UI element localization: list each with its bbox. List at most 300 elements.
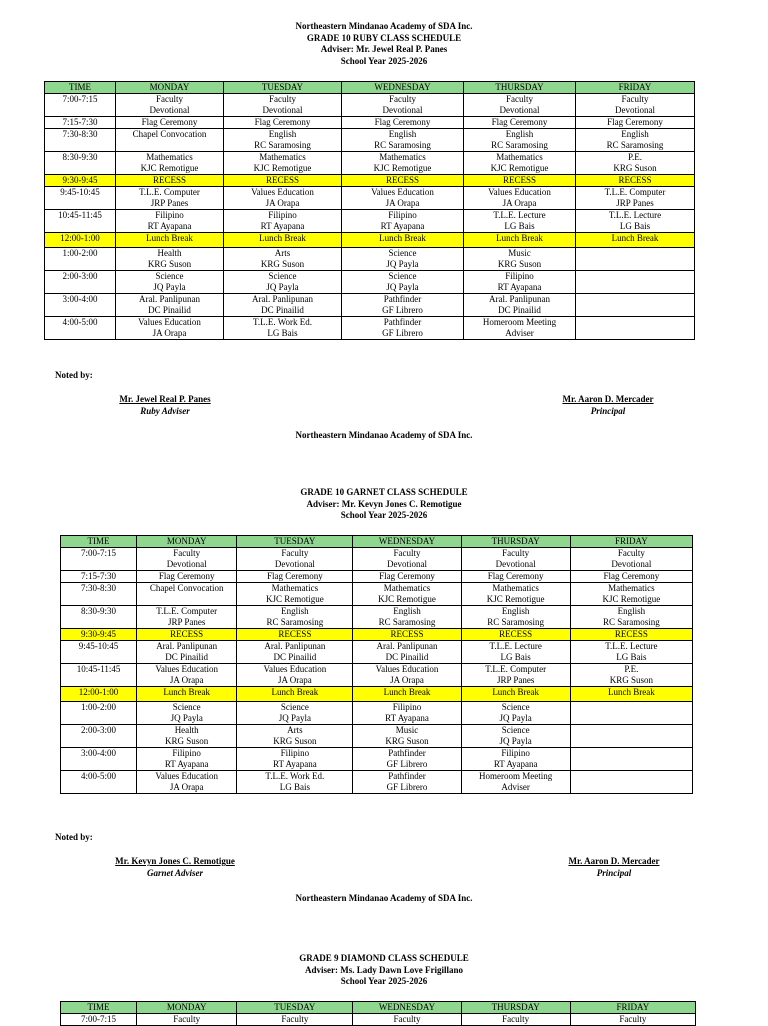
class-cell — [570, 725, 692, 748]
table-header-row — [61, 536, 693, 548]
cell-line-primary: English — [617, 606, 646, 616]
class-cell — [576, 210, 695, 233]
cell-line-primary: RECESS — [614, 629, 648, 639]
cell-line-primary: Values Education — [155, 771, 219, 781]
cell-line-primary: Science — [172, 702, 201, 712]
time-cell — [61, 687, 137, 702]
cell-line-primary: T.L.E. Lecture — [608, 210, 662, 220]
class-cell — [116, 129, 224, 152]
cell-line-secondary: RT Ayapana — [380, 221, 425, 231]
cell-line-secondary: JA Orapa — [265, 198, 300, 208]
cell-line-primary: RECESS — [499, 629, 533, 639]
cell-line-secondary: JQ Payla — [499, 736, 532, 746]
cell-line-primary: Science — [388, 248, 417, 258]
cell-line-secondary: KJC Remotigue — [265, 594, 324, 604]
cell-line-primary: T.L.E. Work Ed. — [265, 771, 325, 781]
class-cell — [461, 641, 570, 664]
cell-line-primary: Mathematics — [146, 152, 193, 162]
class-cell — [353, 548, 461, 571]
column-header: TUESDAY — [237, 536, 353, 548]
class-cell — [576, 317, 695, 340]
diamond-schedule-table — [60, 1001, 696, 1026]
cell-line-primary: Aral. Panlipunan — [156, 641, 218, 651]
cell-line-secondary: KJC Remotigue — [253, 163, 312, 173]
time-cell — [45, 271, 116, 294]
cell-line-primary: 2:00-3:00 — [81, 725, 117, 735]
class-cell — [224, 294, 342, 317]
class-cell — [237, 771, 353, 794]
cell-line-primary: 1:00-2:00 — [81, 702, 117, 712]
class-cell — [461, 771, 570, 794]
cell-line-primary: 9:30-9:45 — [81, 629, 117, 639]
cell-line-secondary: JQ Payla — [278, 713, 311, 723]
class-cell — [224, 317, 342, 340]
class-cell — [137, 687, 237, 702]
class-cell — [353, 702, 461, 725]
cell-line-secondary: JQ Payla — [499, 713, 532, 723]
cell-line-primary: Values Education — [371, 187, 434, 197]
cell-line-primary: 3:00-4:00 — [81, 748, 117, 758]
cell-line-secondary: RT Ayapana — [164, 759, 209, 769]
class-cell — [464, 175, 576, 187]
cell-line-primary: RECESS — [265, 175, 299, 185]
cell-line-secondary: GF Librero — [386, 782, 428, 792]
column-header: FRIDAY — [570, 536, 692, 548]
school-name: Northeastern Mindanao Academy of SDA Inc. — [295, 21, 473, 31]
diamond-header — [0, 953, 768, 988]
class-cell — [237, 725, 353, 748]
cell-line-primary: Homeroom Meeting — [479, 771, 553, 781]
class-cell — [576, 175, 695, 187]
time-cell — [45, 317, 116, 340]
cell-line-secondary: JA Orapa — [169, 675, 204, 685]
cell-line-primary: Faculty — [506, 94, 533, 104]
time-cell — [45, 187, 116, 210]
garnet-header — [0, 487, 768, 522]
cell-line-primary: Faculty — [156, 94, 183, 104]
cell-line-primary: 7:15-7:30 — [81, 571, 117, 581]
cell-line-primary: 8:30-9:30 — [62, 152, 98, 162]
time-cell — [61, 725, 137, 748]
cell-line-secondary: LG Bais — [619, 221, 651, 231]
class-cell — [342, 94, 464, 117]
cell-line-primary: T.L.E. Computer — [156, 606, 218, 616]
time-cell — [45, 294, 116, 317]
table-row — [45, 187, 695, 210]
column-header: FRIDAY — [570, 1002, 695, 1014]
cell-line-primary: Flag Ceremony — [158, 571, 215, 581]
cell-line-secondary: LG Bais — [504, 221, 535, 231]
table-row — [45, 152, 695, 175]
class-cell — [137, 583, 237, 606]
table-row — [61, 687, 693, 702]
class-cell — [464, 210, 576, 233]
cell-line-secondary: Devotional — [149, 105, 190, 115]
cell-line-primary: Music — [395, 725, 419, 735]
column-header: TUESDAY — [224, 82, 342, 94]
cell-line-secondary: Devotional — [615, 105, 655, 115]
cell-line-primary: Music — [508, 248, 531, 258]
class-cell — [576, 248, 695, 271]
class-cell — [570, 548, 692, 571]
class-cell — [342, 271, 464, 294]
cell-line-secondary: Devotional — [262, 105, 303, 115]
cell-line-primary: T.L.E. Computer — [485, 664, 547, 674]
cell-line-secondary: RC Saramosing — [378, 617, 436, 627]
cell-line-primary: Filipino — [172, 748, 201, 758]
cell-line-primary: Filipino — [388, 210, 417, 220]
time-cell — [45, 129, 116, 152]
class-cell — [570, 641, 692, 664]
cell-line-primary: Faculty — [281, 548, 309, 558]
cell-line-primary: Faculty — [393, 1014, 421, 1024]
cell-line-primary: Homeroom Meeting — [482, 317, 557, 327]
table-row — [45, 94, 695, 117]
cell-line-secondary: JA Orapa — [277, 675, 312, 685]
table-row — [61, 725, 693, 748]
cell-line-primary: Faculty — [619, 1014, 647, 1024]
cell-line-secondary: Devotional — [387, 559, 428, 569]
class-cell — [137, 548, 237, 571]
cell-line-secondary: JQ Payla — [386, 259, 419, 269]
class-cell — [464, 129, 576, 152]
column-header: WEDNESDAY — [353, 1002, 461, 1014]
signatory-name: Mr. Aaron D. Mercader — [562, 394, 654, 404]
class-cell — [353, 725, 461, 748]
cell-line-primary: English — [505, 129, 534, 139]
class-cell — [461, 583, 570, 606]
class-cell — [342, 294, 464, 317]
signatory-principal — [530, 856, 698, 879]
adviser-line: Adviser: Ms. Lady Dawn Love Frigillano — [304, 964, 463, 975]
class-cell — [342, 129, 464, 152]
time-cell — [61, 664, 137, 687]
cell-line-primary: 12:00-1:00 — [60, 233, 100, 243]
time-cell — [45, 233, 116, 248]
cell-line-secondary: Devotional — [499, 105, 540, 115]
class-cell — [576, 117, 695, 129]
class-cell — [116, 152, 224, 175]
class-cell — [116, 210, 224, 233]
column-header: THURSDAY — [464, 82, 576, 94]
table-row — [61, 629, 693, 641]
cell-line-primary: English — [388, 129, 417, 139]
class-cell — [464, 117, 576, 129]
signatory-role: Ruby Adviser — [140, 405, 190, 416]
cell-line-primary: P.E. — [627, 152, 642, 162]
class-cell — [237, 629, 353, 641]
cell-line-primary: English — [501, 606, 530, 616]
ruby-header — [0, 21, 768, 67]
table-row — [61, 548, 693, 571]
class-cell — [353, 606, 461, 629]
cell-line-secondary: RC Saramosing — [606, 140, 664, 150]
table-row — [45, 117, 695, 129]
cell-line-secondary: Devotional — [382, 105, 423, 115]
ruby-schedule-table — [44, 81, 695, 340]
signatory-name: Mr. Aaron D. Mercader — [568, 856, 660, 866]
cell-line-secondary: RC Saramosing — [254, 140, 311, 150]
class-cell — [570, 664, 692, 687]
class-cell — [464, 94, 576, 117]
time-cell — [61, 571, 137, 583]
class-cell — [224, 175, 342, 187]
cell-line-secondary: RC Saramosing — [491, 140, 548, 150]
class-cell — [137, 748, 237, 771]
cell-line-primary: T.L.E. Lecture — [605, 641, 658, 651]
column-header: WEDNESDAY — [342, 82, 464, 94]
school-year: School Year 2025-2026 — [340, 55, 428, 66]
cell-line-primary: Filipino — [280, 748, 310, 758]
class-cell — [224, 233, 342, 248]
cell-line-primary: Faculty — [502, 548, 530, 558]
column-header: FRIDAY — [576, 82, 695, 94]
noted-by: Noted by: — [55, 370, 93, 380]
class-cell — [137, 629, 237, 641]
class-cell — [137, 664, 237, 687]
cell-line-primary: T.L.E. Work Ed. — [253, 317, 312, 327]
class-cell — [237, 664, 353, 687]
cell-line-primary: Filipino — [392, 702, 422, 712]
cell-line-primary: Faculty — [393, 548, 421, 558]
class-cell — [576, 233, 695, 248]
class-cell — [461, 687, 570, 702]
time-cell — [45, 152, 116, 175]
column-header: THURSDAY — [461, 536, 570, 548]
cell-line-primary: Values Education — [488, 187, 551, 197]
class-cell — [464, 271, 576, 294]
cell-line-primary: Lunch Break — [271, 687, 319, 697]
signatory-adviser — [85, 394, 245, 417]
class-cell — [237, 702, 353, 725]
cell-line-primary: 7:30-8:30 — [81, 583, 117, 593]
class-cell — [464, 317, 576, 340]
cell-line-secondary: KJC Remotigue — [602, 594, 661, 604]
cell-line-secondary: KRG Suson — [147, 259, 192, 269]
table-row — [45, 294, 695, 317]
table-row — [45, 248, 695, 271]
class-cell — [237, 583, 353, 606]
column-header: TIME — [45, 82, 116, 94]
class-cell — [237, 548, 353, 571]
cell-line-secondary: LG Bais — [616, 652, 647, 662]
cell-line-secondary: Devotional — [274, 559, 315, 569]
cell-line-primary: Aral. Panlipunan — [139, 294, 200, 304]
class-cell — [237, 687, 353, 702]
cell-line-primary: Faculty — [389, 94, 416, 104]
cell-line-primary: Lunch Break — [163, 687, 211, 697]
cell-line-secondary: JA Orapa — [152, 328, 187, 338]
class-cell — [353, 571, 461, 583]
noted-by: Noted by: — [55, 832, 93, 842]
cell-line-secondary: RT Ayapana — [497, 282, 542, 292]
class-cell — [464, 152, 576, 175]
time-cell — [61, 548, 137, 571]
cell-line-primary: Flag Ceremony — [487, 571, 544, 581]
cell-line-secondary: JRP Panes — [167, 617, 206, 627]
cell-line-primary: Lunch Break — [611, 233, 659, 243]
cell-line-primary: Science — [268, 271, 297, 281]
cell-line-primary: Filipino — [155, 210, 184, 220]
class-cell — [464, 233, 576, 248]
class-cell — [461, 629, 570, 641]
cell-line-primary: Values Education — [263, 664, 327, 674]
cell-line-secondary: Devotional — [611, 559, 652, 569]
class-cell — [116, 294, 224, 317]
cell-line-primary: 10:45-11:45 — [76, 664, 121, 674]
cell-line-secondary: KJC Remotigue — [378, 594, 436, 604]
cell-line-secondary: DC Pinailid — [165, 652, 209, 662]
cell-line-primary: Aral. Panlipunan — [264, 641, 326, 651]
cell-line-secondary: JA Orapa — [390, 675, 424, 685]
cell-line-primary: Lunch Break — [492, 687, 540, 697]
cell-line-secondary: RT Ayapana — [260, 221, 305, 231]
cell-line-secondary: RT Ayapana — [493, 759, 538, 769]
class-cell — [137, 771, 237, 794]
cell-line-secondary: KJC Remotigue — [373, 163, 432, 173]
class-cell — [576, 94, 695, 117]
cell-line-primary: Science — [501, 702, 530, 712]
cell-line-secondary: DC Pinailid — [148, 305, 191, 315]
cell-line-primary: Health — [157, 248, 182, 258]
class-cell — [224, 152, 342, 175]
time-cell — [45, 210, 116, 233]
cell-line-primary: Chapel Convocation — [149, 583, 224, 593]
cell-line-secondary: RT Ayapana — [272, 759, 317, 769]
class-cell — [224, 248, 342, 271]
column-header: MONDAY — [137, 536, 237, 548]
cell-line-primary: Flag Ceremony — [254, 117, 311, 127]
cell-line-primary: Values Education — [138, 317, 201, 327]
cell-line-primary: RECESS — [385, 175, 419, 185]
class-cell — [224, 271, 342, 294]
cell-line-secondary: KRG Suson — [165, 736, 209, 746]
cell-line-primary: 3:00-4:00 — [62, 294, 98, 304]
class-cell — [116, 175, 224, 187]
cell-line-primary: English — [268, 129, 297, 139]
cell-line-primary: Mathematics — [492, 583, 539, 593]
cell-line-primary: Flag Ceremony — [607, 117, 663, 127]
cell-line-secondary: DC Pinailid — [498, 305, 541, 315]
cell-line-primary: 7:30-8:30 — [62, 129, 98, 139]
schedule-title: GRADE 10 RUBY CLASS SCHEDULE — [306, 32, 462, 43]
cell-line-secondary: KRG Suson — [497, 259, 542, 269]
cell-line-primary: Mathematics — [383, 583, 431, 593]
signatory-role: Principal — [590, 405, 626, 416]
class-cell — [116, 94, 224, 117]
cell-line-primary: Mathematics — [271, 583, 319, 593]
column-header: MONDAY — [137, 1002, 237, 1014]
class-cell — [464, 248, 576, 271]
class-cell — [570, 702, 692, 725]
class-cell — [137, 606, 237, 629]
class-cell — [464, 187, 576, 210]
class-cell — [353, 583, 461, 606]
cell-line-secondary: KRG Suson — [260, 259, 305, 269]
table-row — [61, 702, 693, 725]
cell-line-primary: Values Education — [155, 664, 219, 674]
cell-line-primary: English — [393, 606, 421, 616]
class-cell — [342, 210, 464, 233]
class-cell — [116, 117, 224, 129]
class-cell — [576, 271, 695, 294]
class-cell — [116, 187, 224, 210]
signatory-adviser — [90, 856, 260, 879]
time-cell — [45, 94, 116, 117]
class-cell — [137, 571, 237, 583]
cell-line-secondary: RC Saramosing — [266, 617, 324, 627]
cell-line-primary: Aral. Panlipunan — [489, 294, 550, 304]
cell-line-primary: Lunch Break — [608, 687, 655, 697]
cell-line-primary: T.L.E. Lecture — [493, 210, 546, 220]
time-cell — [61, 583, 137, 606]
class-cell — [461, 548, 570, 571]
table-row — [45, 210, 695, 233]
cell-line-primary: 9:45-10:45 — [60, 187, 100, 197]
garnet-schedule-table — [60, 535, 693, 794]
cell-line-secondary: GF Librero — [382, 305, 423, 315]
class-cell — [461, 702, 570, 725]
garnet-school-name: Northeastern Mindanao Academy of SDA Inc. — [295, 430, 473, 440]
class-cell — [342, 175, 464, 187]
class-cell — [570, 771, 692, 794]
schedule-title: GRADE 9 DIAMOND CLASS SCHEDULE — [299, 953, 469, 963]
cell-line-primary: Flag Ceremony — [603, 571, 660, 581]
class-cell — [570, 629, 692, 641]
cell-line-primary: Chapel Convocation — [132, 129, 207, 139]
cell-line-primary: Flag Ceremony — [141, 117, 198, 127]
cell-line-primary: Lunch Break — [383, 687, 431, 697]
cell-line-secondary: JRP Panes — [496, 675, 535, 685]
schedule-title: GRADE 10 GARNET CLASS SCHEDULE — [300, 487, 468, 497]
class-cell — [116, 233, 224, 248]
cell-line-secondary: JRP Panes — [150, 198, 189, 208]
class-cell — [342, 152, 464, 175]
cell-line-secondary: KJC Remotigue — [140, 163, 199, 173]
table-row — [45, 317, 695, 340]
cell-line-primary: Flag Ceremony — [491, 117, 548, 127]
cell-line-primary: Filipino — [501, 748, 530, 758]
cell-line-primary: Pathfinder — [388, 748, 426, 758]
table-row — [45, 175, 695, 187]
class-cell — [116, 271, 224, 294]
cell-line-primary: 2:00-3:00 — [62, 271, 98, 281]
cell-line-primary: Lunch Break — [146, 233, 193, 243]
class-cell — [224, 117, 342, 129]
cell-line-secondary: LG Bais — [500, 652, 531, 662]
cell-line-secondary: RT Ayapana — [147, 221, 192, 231]
class-cell — [116, 248, 224, 271]
cell-line-primary: Pathfinder — [388, 771, 426, 781]
cell-line-primary: Faculty — [269, 94, 296, 104]
class-cell — [224, 129, 342, 152]
class-cell — [224, 94, 342, 117]
cell-line-primary: Lunch Break — [259, 233, 306, 243]
class-cell — [342, 117, 464, 129]
cell-line-secondary: GF Librero — [382, 328, 423, 338]
signatory-principal — [528, 394, 688, 417]
cell-line-secondary: JQ Payla — [153, 282, 186, 292]
cell-line-primary: Aral. Panlipunan — [376, 641, 438, 651]
time-cell — [45, 117, 116, 129]
cell-line-primary: Lunch Break — [496, 233, 543, 243]
class-cell — [237, 571, 353, 583]
class-cell — [353, 748, 461, 771]
time-cell — [45, 248, 116, 271]
cell-line-secondary: JRP Panes — [616, 198, 654, 208]
cell-line-secondary: RT Ayapana — [385, 713, 429, 723]
cell-line-primary: RECESS — [170, 629, 204, 639]
